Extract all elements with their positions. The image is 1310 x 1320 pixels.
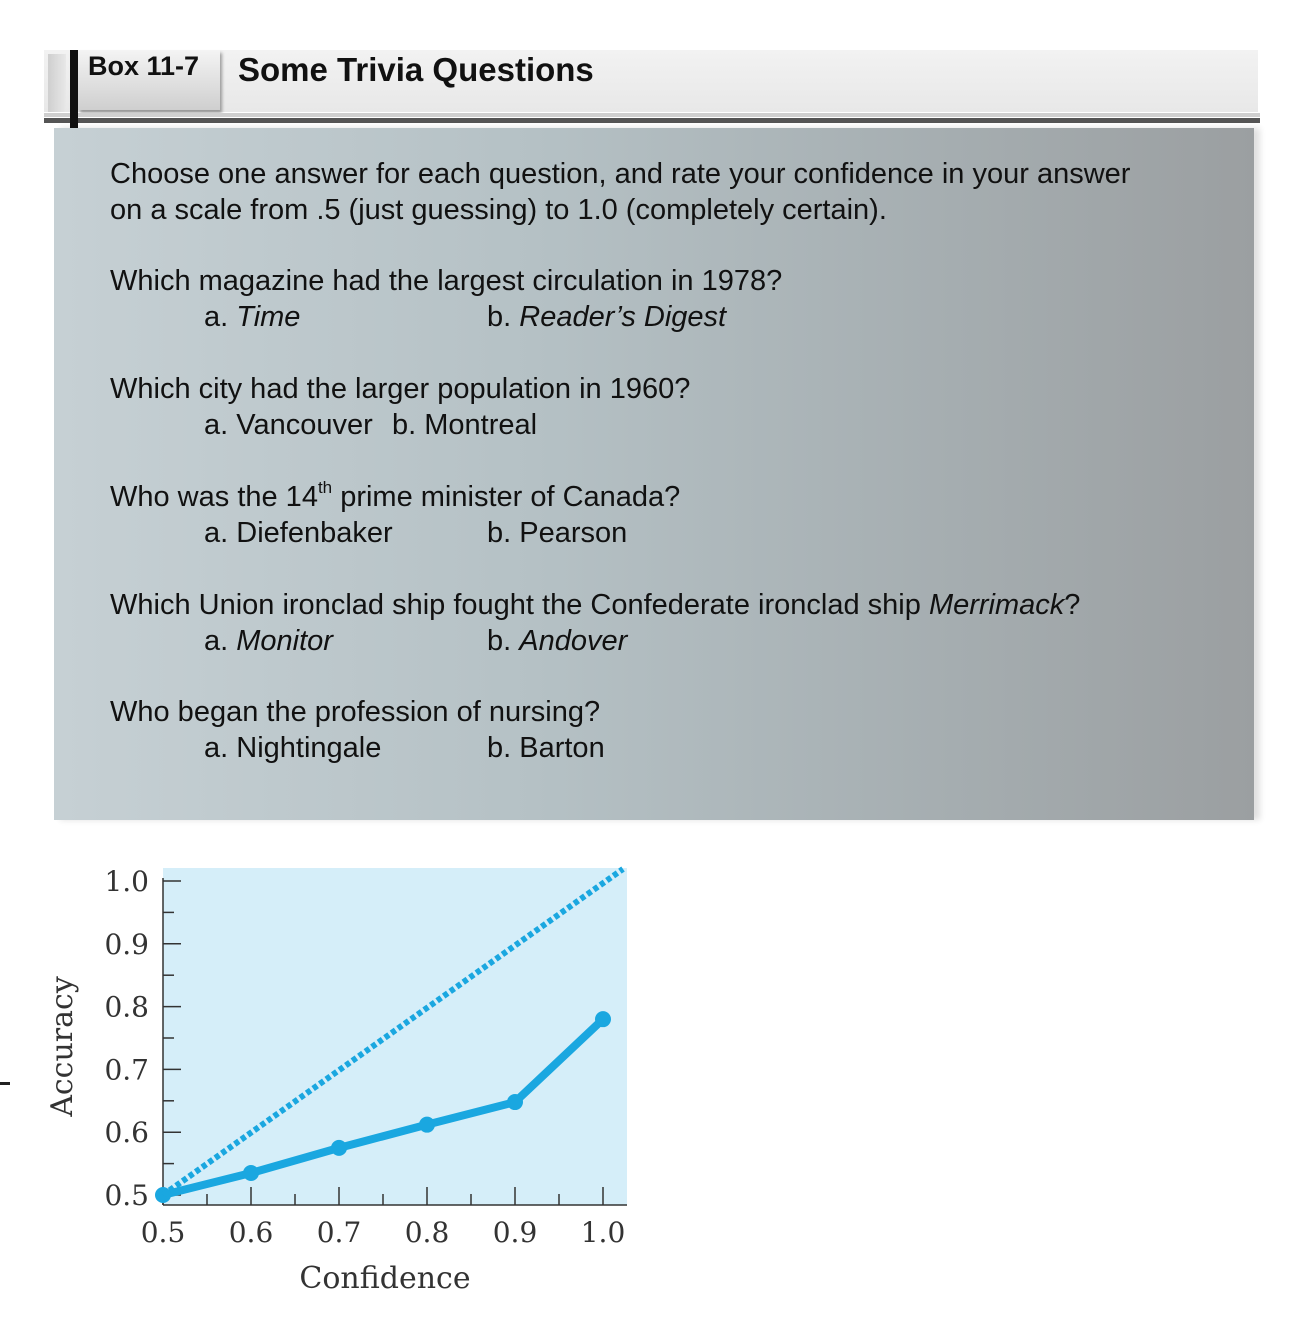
x-tick-label: 1.0 <box>580 1216 626 1249</box>
data-point <box>243 1165 259 1181</box>
x-tick-label: 0.5 <box>140 1216 186 1249</box>
box-header-bar <box>44 50 1258 112</box>
y-tick-label: 0.8 <box>104 990 149 1024</box>
question-5-option-a: a. Nightingale <box>204 732 382 764</box>
y-axis-label: Accuracy <box>45 976 80 1117</box>
intro-line-2: on a scale from .5 (just guessing) to 1.0 (completely certain). <box>110 194 887 226</box>
x-tick-label: 0.8 <box>404 1216 450 1249</box>
y-tick-label: 1.0 <box>104 865 149 898</box>
data-point <box>331 1140 347 1156</box>
box-number: Box 11-7 <box>88 51 200 81</box>
question-3-option-b: b. Pearson <box>487 517 628 549</box>
header-divider <box>44 118 1260 123</box>
question-1-option-a: a. Time <box>204 301 301 333</box>
question-2-option-b: b. Montreal <box>392 409 538 441</box>
header-divider-light <box>44 113 1260 117</box>
question-2: Which city had the larger population in 1960? <box>110 373 691 405</box>
question-5: Who began the profession of nursing? <box>110 696 601 728</box>
question-4-option-b: b. Andover <box>487 625 628 657</box>
y-tick-label: 0.9 <box>104 927 149 961</box>
question-3: Who was the 14th prime minister of Canada? <box>110 478 681 513</box>
question-5-option-b: b. Barton <box>487 732 605 764</box>
x-tick-label: 0.7 <box>316 1216 362 1249</box>
y-tick-label: 0.5 <box>104 1179 149 1212</box>
x-tick-label: 0.9 <box>492 1216 538 1249</box>
question-1-option-b: b. Reader’s Digest <box>487 301 727 333</box>
data-point <box>419 1117 435 1133</box>
data-point <box>595 1011 611 1027</box>
header-vertical-rule <box>70 50 78 140</box>
y-tick-label: 0.7 <box>104 1053 149 1087</box>
calibration-chart <box>0 840 700 1310</box>
question-3-option-a: a. Diefenbaker <box>204 517 393 549</box>
box-title: Some Trivia Questions <box>238 51 594 88</box>
questions-panel <box>54 128 1254 820</box>
header-left-strip <box>48 54 66 112</box>
data-point <box>507 1094 523 1110</box>
question-4: Which Union ironclad ship fought the Confederate ironclad ship Merrimack? <box>110 589 1081 621</box>
x-axis-label: Confidence <box>299 1261 471 1296</box>
y-tick-label: 0.6 <box>104 1116 149 1150</box>
question-2-option-a: a. Vancouver <box>204 409 373 441</box>
question-1: Which magazine had the largest circulation in 1978? <box>110 265 783 297</box>
intro-line-1: Choose one answer for each question, and rate your confidence in your answer <box>110 158 1131 190</box>
x-tick-label: 0.6 <box>228 1216 274 1249</box>
question-4-option-a: a. Monitor <box>204 625 333 657</box>
